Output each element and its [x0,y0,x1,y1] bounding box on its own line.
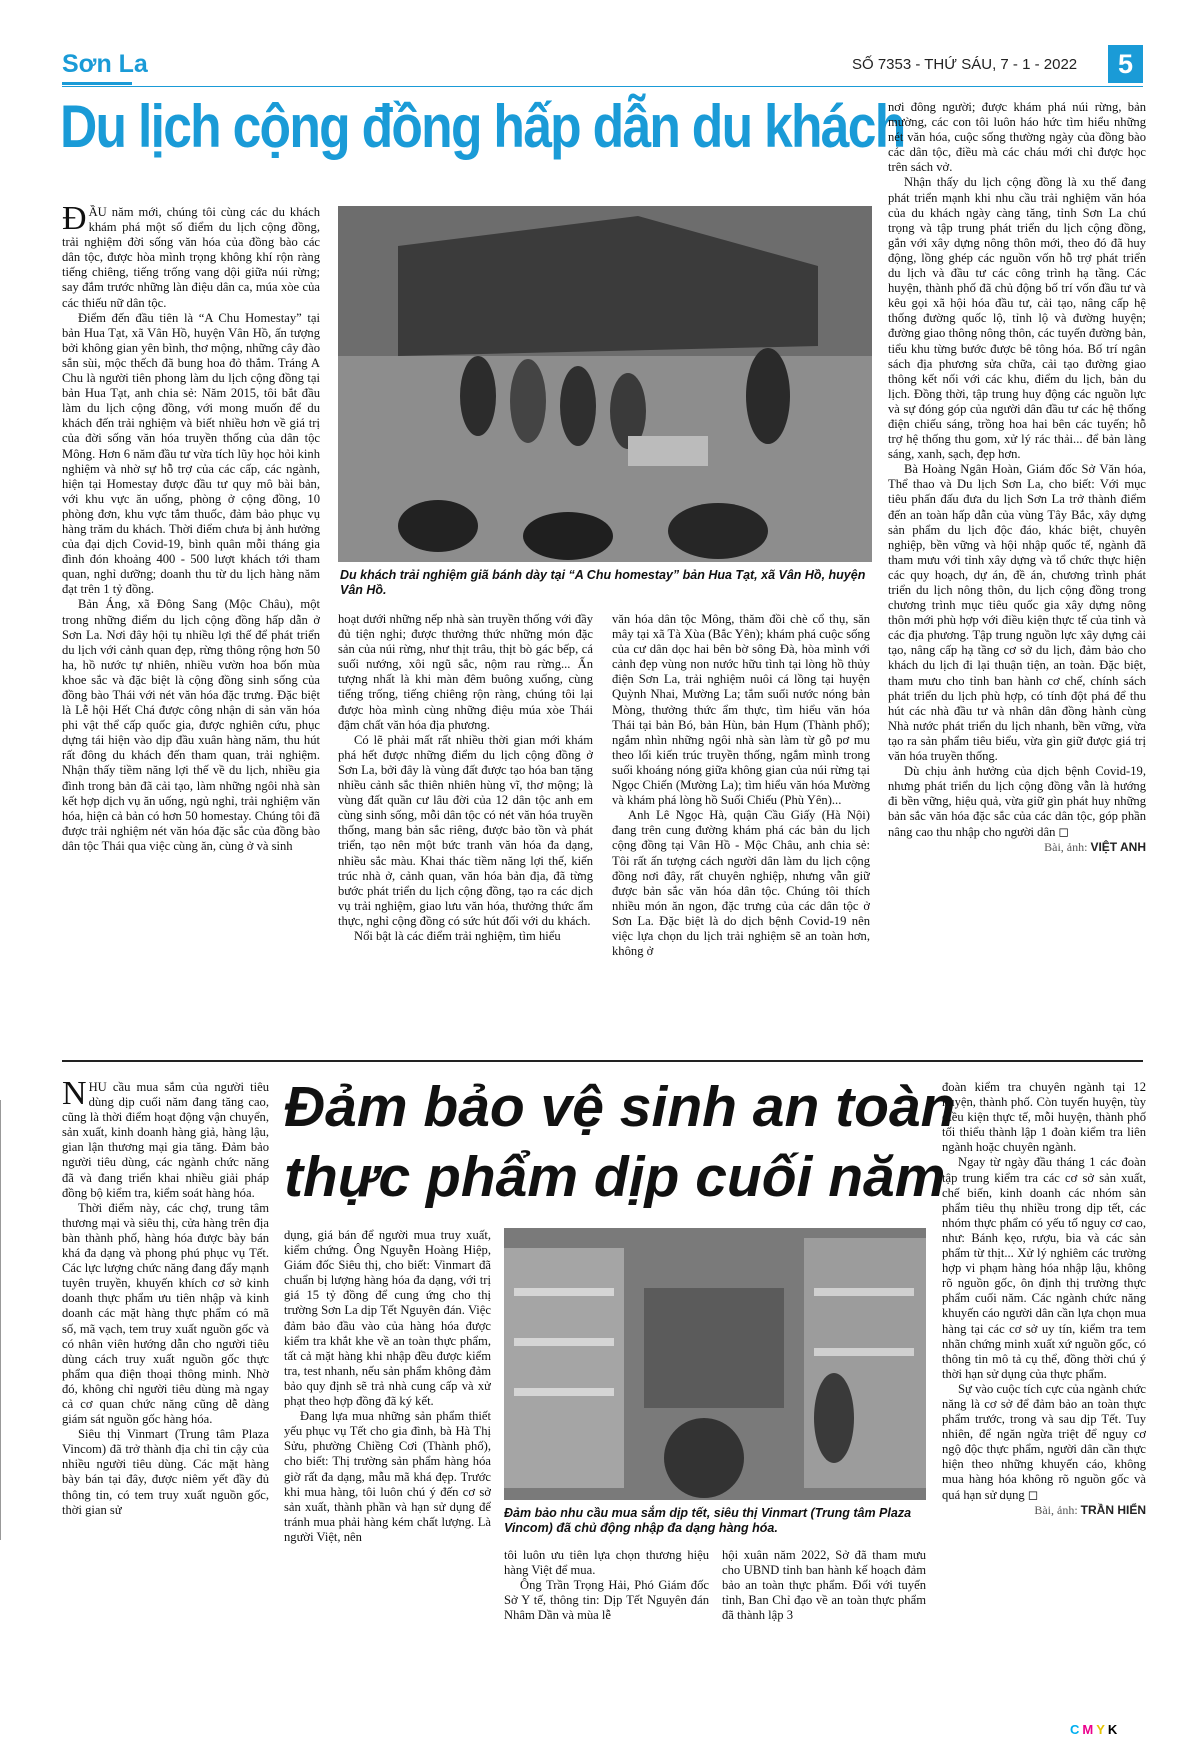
article2-lead: HU cầu mua sắm của người tiêu dùng dịp cuối năm đang tăng cao, cũng là thời điểm hoạt động vận chuyển, sản xuất, kinh doanh hàng giả, hàng lậu, gian lận thương mại gia tăng. Đảm bảo người tiêu dùng, các ngành chức năng đã và đang triển khai nhiều giải pháp đồng bộ kiểm tra, kiểm soát hàng hóa. [62,1080,269,1200]
section-underline [62,82,132,85]
header-rule [62,86,1143,87]
article2-column-4 [722,1548,926,1698]
article1-paragraph: Có lẽ phải mất rất nhiều thời gian mới khám phá hết được những điểm du lịch cộng đồng ở Sơn La, bởi đây là vùng đất được tạo hóa ban tặng nhiều cảnh sắc thiên nhiên hùng vĩ, thơ mộng; là vùng đất quần cư lâu đời của 12 dân tộc anh em cùng sinh sống, mỗi dân tộc có nét văn hóa truyền thống, mang bản sắc riêng, được bảo tồn và phát triển, tạo nên một bức tranh văn hóa đa dạng, nhiều sắc màu. Khai thác tiềm năng lợi thế, kiến trúc nhà ở, cảnh quan, văn hóa bản địa, đã từng bước phát triển du lịch cộng đồng, tạo ra các dịch vụ trải nghiệm, giao lưu văn hóa, thưởng thức ẩm thực, nghỉ cộng đồng có sức hút đối với du khách. [338,732,593,928]
article2-paragraph: Siêu thị Vinmart (Trung tâm Plaza Vincom) đã trở thành địa chỉ tin cậy của nhiều người tiêu dùng. Các mặt hàng bày bán tại đây, được niêm yết đầy đủ thông tin, có tem truy xuất nguồn gốc, thời gian sử [62,1427,269,1517]
article2-paragraph: Thời điểm này, các chợ, trung tâm thương mại và siêu thị, cửa hàng trên địa bàn thành phố, hàng hóa được bày bán khá đa dạng và phong phú phục vụ Tết. Các lực lượng chức năng đang đẩy mạnh tuyên truyền, khuyến khích cơ sở kinh doanh thực phẩm ưu tiên nhập và kinh doanh các mặt hàng thực phẩm có mã số, mã vạch, tem truy xuất nguồn gốc và có nhân viên hướng dẫn cho người tiêu dùng cách truy xuất nguồn gốc thực phẩm qua điện thoại thông minh. Nhờ đó, không chỉ người tiêu dùng mà ngay cả cơ quan chức năng cũng dễ dàng giám sát nguồn gốc hàng hóa. [62,1200,269,1427]
article2-column-3 [504,1548,709,1698]
byline-label: Bài, ảnh: [1034,1502,1078,1517]
article1-paragraph: Nhận thấy du lịch cộng đồng là xu thế đang phát triển mạnh khi nhu cầu trải nghiệm văn hóa của du khách ngày càng tăng, tỉnh Sơn La chú trọng và tập trung phát triển du lịch cộng đồng, gắn với xây dựng nông thôn mới, theo đó đã huy động, lồng ghép các nguồn vốn hỗ trợ phát triển du lịch và đầu tư các công trình hạ tầng. Các huyện, thành phố đã chủ động bố trí vốn đầu tư và kêu gọi xã hội hóa đầu tư, cải tạo, nâng cấp hệ thống đường quốc lộ, tỉnh lộ và đường huyện; đường giao thông nông thôn, các tuyến đường bản, tiểu khu từng bước được bê tông hóa. Bố trí ngân sách địa phương sửa chữa, cải tạo đường giao thông kết nối với các khu, điểm du lịch, bản du lịch. Đồng thời, tập trung huy động các nguồn lực và sự đóng góp của người dân đầu tư các hệ thống điện chiếu sáng, trồng hoa hai bên các tuyến; hỗ trợ hệ thống thu gom, xử lý rác thải... để bản làng sáng, xanh, sạch, đẹp hơn. [888,175,1146,462]
article2-byline [942,1503,1146,1518]
article2-photo-caption: Đảm bảo nhu cầu mua sắm dịp tết, siêu thị Vinmart (Trung tâm Plaza Vincom) đã chủ động nhập đa dạng hàng hóa. [504,1506,912,1535]
article2-headline-line1: Đảm bảo vệ sinh an toàn [284,1075,956,1139]
cmyk-m: M [1082,1722,1097,1737]
article2-paragraph: dụng, giá bán để người mua truy xuất, kiểm chứng. Ông Nguyễn Hoàng Hiệp, Giám đốc Siêu thị, cho biết: Vinmart đã chuẩn bị lượng hàng hóa đa dạng, với trị giá 15 tỷ đồng để cung ứng cho thị trường Sơn La dịp Tết Nguyên đán. Việc đảm bảo đầu vào của hàng hóa được kiểm tra khắt khe về an toàn thực phẩm, tất cả mặt hàng khi nhập đều được kiểm tra, test nhanh, nếu sản phẩm không đảm bảo quy định sẽ trả nhà cung cấp và xử phạt theo hợp đồng đã ký kết. [284,1228,491,1409]
article1-paragraph: Dù chịu ảnh hưởng của dịch bệnh Covid-19, nhưng phát triển du lịch cộng đồng vẫn là hướng đi bền vững, hiệu quả, vừa giữ gìn phát huy những bản sắc văn hóa đặc sắc của các dân tộc, góp phần nâng cao thu nhập cho người dân ◻ [888,764,1146,839]
article2-headline-line2: thực phẩm dịp cuối năm [284,1145,946,1209]
article1-column-1 [62,205,320,1060]
article2-paragraph: Sự vào cuộc tích cực của ngành chức năng là cơ sở để đảm bảo an toàn thực phẩm trước, trong và sau dịp Tết. Tuy nhiên, để ngăn ngừa triệt để nguy cơ ngộ độc thực phẩm, người dân cần thực hiện theo những khuyến cáo, không mua hàng hóa không rõ nguồn gốc và quá hạn sử dụng ◻ [942,1381,1146,1502]
article1-photo-caption: Du khách trải nghiệm giã bánh dày tại “A Chu homestay” bản Hua Tạt, xã Vân Hồ, huyện Vân Hồ. [340,568,866,597]
article-divider [62,1060,1143,1062]
byline-author: TRẦN HIỂN [1080,1502,1146,1517]
article2-column-2 [284,1228,491,1700]
issue-info: SỐ 7353 - THỨ SÁU, 7 - 1 - 2022 [852,56,1078,73]
article2-column-5 [942,1080,1146,1720]
article1-paragraph: nơi đông người; được khám phá núi rừng, bản mường, các con tôi luôn háo hức tìm hiểu những nét văn hóa, cuộc sống thường ngày của đồng bào các dân tộc, điều mà các cháu mới chỉ được học trên sách vở. [888,100,1146,175]
page-edge-mark [0,1100,1,1540]
article1-byline [888,840,1146,855]
article2-column-1 [62,1080,269,1700]
article1-lead: ẦU năm mới, chúng tôi cùng các du khách khám phá một số điểm du lịch cộng đồng, trải nghiệm đời sống văn hóa của đồng bào các dân tộc, được hòa mình trọng không khí rộn ràng tiếng chiêng, tiếng trống vang dội giữa núi rừng; say đắm trước những làn điệu dân ca, múa xòe của các thiếu nữ dân tộc. [62,205,320,310]
article2-paragraph: đoàn kiểm tra chuyên ngành tại 12 huyện, thành phố. Còn tuyến huyện, tùy điều kiện thực tế, mỗi huyện, thành phố tối thiểu thành lập 1 đoàn kiểm tra liên ngành hoặc chuyên ngành. [942,1080,1146,1155]
supermarket-photo-placeholder [504,1228,926,1500]
article1-paragraph: Anh Lê Ngọc Hà, quận Cầu Giấy (Hà Nội) đang trên cung đường khám phá các bản du lịch cộng đồng tại Vân Hồ - Mộc Châu, anh chia sẻ: Tôi rất ấn tượng cách người dân làm du lịch cộng đồng nơi đây, rất chuyên nghiệp, nhưng vẫn giữ được bản sắc văn hóa dân tộc. Chúng tôi thích nhiều món ăn ngon, đặc trưng của các dân tộc ở Sơn La. Đặc biệt là do dịch bệnh Covid-19 nên việc lựa chọn du lịch trải nghiệm sẽ an toàn hơn, không ở [612,808,870,959]
article1-paragraph: Điểm đến đầu tiên là “A Chu Homestay” tại bản Hua Tạt, xã Vân Hồ, huyện Vân Hồ, ấn tượng bởi không gian yên bình, thơ mộng, những cây đào sắn sùi, mộc thếch đã bung hoa đỏ thắm. Tráng A Chu là người tiên phong làm du lịch cộng đồng tại bản Hua Tạt, anh chia sẻ: Năm 2015, tôi bắt đầu làm du lịch cộng đồng, với mong muốn để du khách đến trải nghiệm và biết nhiều hơn về giá trị của đời sống văn hóa truyền thống của dân tộc Mông. Hơn 6 năm đầu tư vừa tích lũy học hỏi kinh nghiệm và nhờ sự hỗ trợ của các cấp, các ngành, hiện tại Homestay được đầu tư quy mô bài bản, với khu vực ăn uống, phòng ở cộng đồng, 10 phòng đơn, khu vực tắm thuốc, đảm bảo phục vụ hàng trăm du khách. Thời điểm chưa bị ảnh hưởng của đại dịch Covid-19, bình quân mỗi tháng gia đình đón khoảng 400 - 500 lượt khách tới tham quan, nghỉ dưỡng; doanh thu từ du lịch hàng năm đạt trên 1 tỷ đồng. [62,310,320,597]
article2-paragraph: Ông Trần Trọng Hải, Phó Giám đốc Sở Y tế, thông tin: Dịp Tết Nguyên đán Nhâm Dần và mùa lễ [504,1578,709,1623]
article2-photo [504,1228,926,1500]
cmyk-y: Y [1096,1722,1108,1737]
article1-column-4 [888,100,1146,1045]
article1-photo [338,206,872,562]
article1-paragraph: hoạt dưới những nếp nhà sàn truyền thống với đầy đủ tiện nghi; được thưởng thức những món đặc sản của núi rừng, như thịt trâu, thịt bò gác bếp, cá suối nướng, xôi ngũ sắc, nộm rau rừng... Ấn tượng nhất là khi màn đêm buông xuống, cùng tiếng trống, tiếng chiêng rộn ràng, chúng tôi lại được hòa mình cùng những điệu múa xòe Thái đậm chất văn hóa địa phương. [338,612,593,732]
article1-paragraph: Bà Hoàng Ngân Hoàn, Giám đốc Sở Văn hóa, Thể thao và Du lịch Sơn La, cho biết: Với mục tiêu phấn đấu đưa du lịch Sơn La trở thành điểm đến an toàn hấp dẫn của vùng Tây Bắc, xây dựng sản phẩm du lịch độc đáo, khác biệt, chuyên nghiệp, bền vững và hội nhập quốc tế, ngành đã tham mưu với tỉnh xây dựng và tổ chức thực hiện các quy hoạch, dự án, đề án, chương trình phát triển du lịch nông thôn, du lịch cộng đồng trong chương trình mục tiêu quốc gia xây dựng nông thôn mới phù hợp với điều kiện thực tế của tỉnh và các địa phương. Tập trung nguồn lực xây dựng cải tạo, nâng cấp hạ tầng cơ sở du lịch, đảm bảo cho khách du lịch đi lại thuận tiện, an toàn. Đặc biệt, tham mưu cho tỉnh ban hành cơ chế, chính sách phát triển du lịch phù hợp, có tính đột phá để thu hút các nhà đầu tư và nhân dân đồng hành cùng Nhà nước phát triển du lịch nhanh, bền vững, vừa tạo ra sản phẩm tiêu biểu, vừa gìn giữ được giá trị văn hóa truyền thống. [888,462,1146,764]
article1-headline: Du lịch cộng đồng hấp dẫn du khách [60,93,905,160]
section-name: Sơn La [62,50,148,78]
article2-paragraph: Ngay từ ngày đầu tháng 1 các đoàn tập trung kiểm tra các cơ sở sản xuất, chế biến, kinh doanh các nhóm sản phẩm tiêu thụ nhiều trong dịp tết, các nhóm thực phẩm có yếu tố nguy cơ cao, như: Bánh kẹo, rượu, bia và các sản phẩm từ thịt... Xử lý nghiêm các trường hợp vi phạm hàng hóa nhập lậu, không rõ nguồn gốc, ôn định thị trường thực phẩm cuối năm. Các ngành chức năng khuyến cáo người dân cần lựa chọn mua hàng tại các cơ sở uy tín, kiểm tra tem nhãn chứng minh xuất xứ nguồn gốc, có thông tin mô tả cụ thể, đồng thời chú ý thời hạn sử dụng của thực phẩm. [942,1155,1146,1381]
article2-headline [284,1072,956,1212]
article2-paragraph: hội xuân năm 2022, Sở đã tham mưu cho UBND tỉnh ban hành kế hoạch đảm bảo an toàn thực phẩm. Đối với tuyến tỉnh, Ban Chỉ đạo về an toàn thực phẩm đã thành lập 3 [722,1548,926,1623]
article1-column-3 [612,612,870,1060]
article1-paragraph: văn hóa dân tộc Mông, thăm đồi chè cổ thụ, săn mây tại xã Tà Xùa (Bắc Yên); khám phá cuộc sống của cư dân dọc hai bên bờ sông Đà, hòa mình với cảnh đẹp vùng non nước hữu tình tại lòng hồ thủy điện Sơn La, trải nghiệm nuôi cá lồng tại huyện Quỳnh Nhai, Mường La; tắm suối nước nóng bản Mòng, thưởng thức ẩm thực, tìm hiểu văn hóa Thái tại bản Bó, bản Hùn, bản Hụm (Thành phố); ngắm nhìn những ngôi nhà sàn làm từ gỗ pơ mu theo lối kiến trúc truyền thống, ngắm mình trong suối khoáng nóng giữa không gian của núi rừng tại Ngọc Chiến (Mường La); tìm hiểu văn hóa Mường và khám phá lòng hồ Suối Chiếu (Phù Yên)... [612,612,870,808]
byline-author: VIỆT ANH [1090,839,1146,854]
people-photo-placeholder [338,206,872,562]
article1-paragraph: Nổi bật là các điểm trải nghiệm, tìm hiểu [354,928,561,943]
article1-column-2 [338,612,593,1060]
article2-paragraph: Đang lựa mua những sản phẩm thiết yếu phục vụ Tết cho gia đình, bà Hà Thị Sửu, phường Chiềng Cơi (Thành phố), cho biết: Thị trường sản phẩm hàng hóa giờ rất đa dạng, mẫu mã khá đẹp. Trước khi mua hàng, tôi luôn chú ý đến cơ sở sản xuất, thành phần và hạn sử dụng để tránh mua phải hàng kém chất lượng. Là người Việt, nên [284,1409,491,1544]
cmyk-k: K [1107,1722,1121,1737]
page-number: 5 [1108,45,1143,83]
article2-dropcap: N [62,1080,87,1112]
cmyk-print-mark [1070,1722,1120,1737]
article2-paragraph: tôi luôn ưu tiên lựa chọn thương hiệu hàng Việt để mua. [504,1548,709,1578]
cmyk-c: C [1070,1722,1083,1737]
article1-paragraph: Bản Áng, xã Đông Sang (Mộc Châu), một trong những điểm du lịch cộng đồng hấp dẫn ở Sơn La. Nơi đây hội tụ nhiều lợi thế để phát triển du lịch với cảnh quan đẹp, rừng thông rộng hơn 50 ha, hồ nước tự nhiên, nhiều vườn hoa bốn mùa khoe sắc và đặc biệt là cộng đồng sinh sống của đồng bào Thái với nét văn hóa đặc trưng. Đặc biệt là Lễ hội Hết Chá được công nhận di sản văn hóa phi vật thể cấp quốc gia, được nghiên cứu, phục dựng tái hiện vào dịp đầu xuân hàng năm, thu hút rất đông du khách đến tham quan, trải nghiệm. Nhận thấy tiềm năng lợi thế về du lịch, nhiều gia đình trong bản đã cải tạo, làm những ngôi nhà sàn kết hợp dịch vụ ăn uống, ngủ nghỉ, trải nghiệm văn hóa, hiện cả bản có hơn 50 homestay. Chúng tôi đã được trải nghiệm nét văn hóa đặc sắc của đồng bào dân tộc Thái qua việc cùng ăn, cùng ở và sinh [62,597,320,853]
byline-label: Bài, ảnh: [1044,839,1088,854]
article1-dropcap: Đ [62,205,87,237]
